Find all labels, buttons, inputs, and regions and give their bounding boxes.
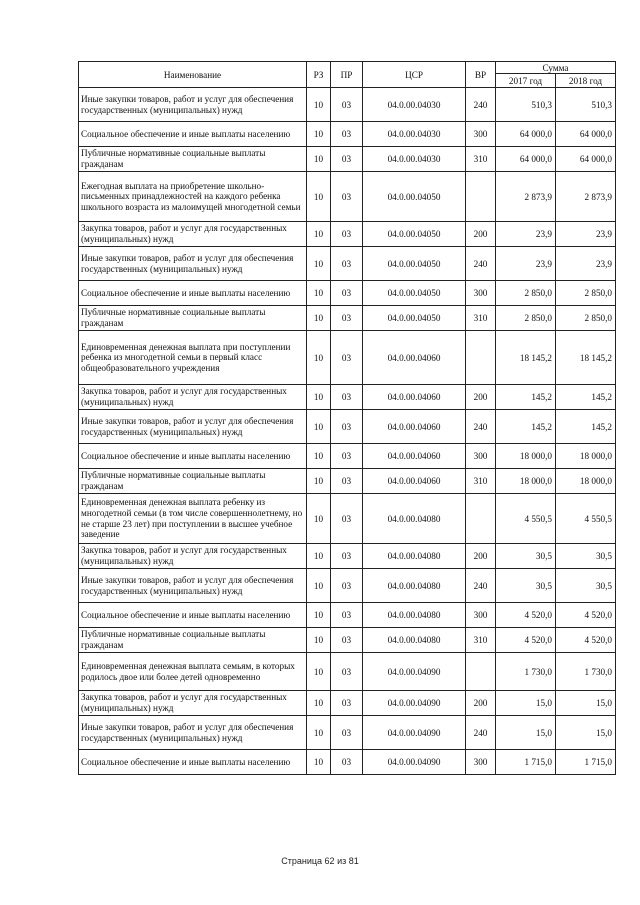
- cell-csr: 04.0.00.04050: [363, 172, 466, 222]
- cell-csr: 04.0.00.04060: [363, 410, 466, 444]
- cell-rz: 10: [307, 494, 331, 544]
- cell-csr: 04.0.00.04060: [363, 469, 466, 494]
- cell-sum-2018: 4 520,0: [556, 628, 616, 653]
- cell-vr: 300: [466, 122, 496, 147]
- cell-csr: 04.0.00.04090: [363, 716, 466, 750]
- cell-sum-2018: 145,2: [556, 385, 616, 410]
- cell-sum-2018: 23,9: [556, 222, 616, 247]
- cell-sum-2017: 30,5: [496, 569, 556, 603]
- cell-name: Ежегодная выплата на приобретение школьно-письменных принадлежностей на каждого ребенка школьного возраста из малоимущей многодетной семьи: [79, 172, 307, 222]
- cell-vr: 310: [466, 469, 496, 494]
- cell-csr: 04.0.00.04050: [363, 306, 466, 331]
- cell-name: Закупка товаров, работ и услуг для государственных (муниципальных) нужд: [79, 222, 307, 247]
- cell-pr: 03: [331, 122, 363, 147]
- cell-sum-2018: 2 850,0: [556, 306, 616, 331]
- table-row: [79, 331, 616, 385]
- cell-csr: 04.0.00.04030: [363, 147, 466, 172]
- cell-name: Социальное обеспечение и иные выплаты населению: [79, 444, 307, 469]
- cell-vr: 200: [466, 691, 496, 716]
- cell-vr: 200: [466, 385, 496, 410]
- cell-vr: 240: [466, 569, 496, 603]
- cell-sum-2017: 1 715,0: [496, 750, 556, 775]
- cell-rz: 10: [307, 281, 331, 306]
- cell-sum-2017: 64 000,0: [496, 122, 556, 147]
- cell-sum-2018: 18 000,0: [556, 469, 616, 494]
- cell-csr: 04.0.00.04050: [363, 222, 466, 247]
- cell-sum-2017: 1 730,0: [496, 653, 556, 691]
- cell-csr: 04.0.00.04080: [363, 494, 466, 544]
- cell-vr: 310: [466, 147, 496, 172]
- cell-csr: 04.0.00.04030: [363, 88, 466, 122]
- cell-name: Единовременная денежная выплата семьям, в которых родилось двое или более детей одновременно: [79, 653, 307, 691]
- cell-rz: 10: [307, 469, 331, 494]
- cell-rz: 10: [307, 331, 331, 385]
- cell-pr: 03: [331, 716, 363, 750]
- cell-sum-2017: 18 145,2: [496, 331, 556, 385]
- cell-sum-2017: 2 850,0: [496, 281, 556, 306]
- cell-pr: 03: [331, 603, 363, 628]
- cell-name: Социальное обеспечение и иные выплаты населению: [79, 281, 307, 306]
- table-row: [79, 247, 616, 281]
- cell-vr: 310: [466, 628, 496, 653]
- cell-vr: 240: [466, 247, 496, 281]
- table-row: [79, 494, 616, 544]
- cell-pr: 03: [331, 222, 363, 247]
- header-name: Наименование: [79, 62, 307, 88]
- cell-pr: 03: [331, 88, 363, 122]
- cell-pr: 03: [331, 469, 363, 494]
- cell-sum-2018: 4 520,0: [556, 603, 616, 628]
- cell-rz: 10: [307, 147, 331, 172]
- cell-rz: 10: [307, 122, 331, 147]
- table-row: [79, 172, 616, 222]
- cell-vr: 240: [466, 410, 496, 444]
- cell-sum-2018: 2 850,0: [556, 281, 616, 306]
- cell-rz: 10: [307, 544, 331, 569]
- cell-vr: [466, 494, 496, 544]
- table-row: [79, 385, 616, 410]
- table-row: [79, 569, 616, 603]
- header-year-2018: 2018 год: [556, 74, 616, 88]
- cell-sum-2018: 1 730,0: [556, 653, 616, 691]
- cell-rz: 10: [307, 172, 331, 222]
- cell-sum-2018: 64 000,0: [556, 122, 616, 147]
- cell-rz: 10: [307, 306, 331, 331]
- table-row: [79, 603, 616, 628]
- cell-sum-2018: 30,5: [556, 544, 616, 569]
- cell-rz: 10: [307, 691, 331, 716]
- cell-csr: 04.0.00.04050: [363, 247, 466, 281]
- header-year-2017: 2017 год: [496, 74, 556, 88]
- cell-pr: 03: [331, 653, 363, 691]
- cell-csr: 04.0.00.04090: [363, 691, 466, 716]
- page-number: Страница 62 из 81: [281, 856, 359, 866]
- cell-sum-2017: 145,2: [496, 385, 556, 410]
- cell-sum-2018: 510,3: [556, 88, 616, 122]
- cell-pr: 03: [331, 385, 363, 410]
- table-row: [79, 147, 616, 172]
- table-row: [79, 469, 616, 494]
- cell-sum-2017: 23,9: [496, 222, 556, 247]
- cell-vr: [466, 331, 496, 385]
- cell-pr: 03: [331, 172, 363, 222]
- cell-pr: 03: [331, 147, 363, 172]
- cell-name: Публичные нормативные социальные выплаты гражданам: [79, 306, 307, 331]
- cell-sum-2017: 145,2: [496, 410, 556, 444]
- cell-rz: 10: [307, 88, 331, 122]
- table-row: [79, 653, 616, 691]
- cell-rz: 10: [307, 569, 331, 603]
- cell-sum-2018: 145,2: [556, 410, 616, 444]
- cell-name: Публичные нормативные социальные выплаты гражданам: [79, 147, 307, 172]
- cell-sum-2017: 64 000,0: [496, 147, 556, 172]
- cell-pr: 03: [331, 691, 363, 716]
- cell-pr: 03: [331, 628, 363, 653]
- cell-name: Социальное обеспечение и иные выплаты населению: [79, 750, 307, 775]
- cell-sum-2017: 4 520,0: [496, 628, 556, 653]
- cell-sum-2018: 18 000,0: [556, 444, 616, 469]
- header-sum: Сумма: [496, 62, 616, 74]
- cell-rz: 10: [307, 603, 331, 628]
- cell-sum-2017: 2 850,0: [496, 306, 556, 331]
- cell-pr: 03: [331, 281, 363, 306]
- cell-pr: 03: [331, 247, 363, 281]
- cell-sum-2018: 30,5: [556, 569, 616, 603]
- cell-sum-2017: 4 550,5: [496, 494, 556, 544]
- header-rz: РЗ: [307, 62, 331, 88]
- cell-rz: 10: [307, 628, 331, 653]
- cell-vr: [466, 172, 496, 222]
- cell-name: Социальное обеспечение и иные выплаты населению: [79, 603, 307, 628]
- cell-vr: 200: [466, 544, 496, 569]
- header-pr: ПР: [331, 62, 363, 88]
- cell-name: Иные закупки товаров, работ и услуг для обеспечения государственных (муниципальных) нужд: [79, 88, 307, 122]
- table-row: [79, 544, 616, 569]
- table-row: [79, 410, 616, 444]
- cell-csr: 04.0.00.04060: [363, 385, 466, 410]
- table-body: [79, 88, 616, 775]
- table-row: [79, 222, 616, 247]
- cell-sum-2018: 4 550,5: [556, 494, 616, 544]
- cell-sum-2017: 23,9: [496, 247, 556, 281]
- cell-vr: 300: [466, 603, 496, 628]
- cell-vr: 240: [466, 716, 496, 750]
- cell-csr: 04.0.00.04080: [363, 628, 466, 653]
- table-row: [79, 306, 616, 331]
- cell-name: Иные закупки товаров, работ и услуг для обеспечения государственных (муниципальных) нужд: [79, 247, 307, 281]
- cell-pr: 03: [331, 569, 363, 603]
- cell-pr: 03: [331, 410, 363, 444]
- cell-name: Иные закупки товаров, работ и услуг для обеспечения государственных (муниципальных) нужд: [79, 410, 307, 444]
- table-row: [79, 628, 616, 653]
- cell-sum-2017: 15,0: [496, 716, 556, 750]
- table-row: [79, 88, 616, 122]
- cell-csr: 04.0.00.04060: [363, 444, 466, 469]
- cell-rz: 10: [307, 653, 331, 691]
- cell-csr: 04.0.00.04050: [363, 281, 466, 306]
- cell-csr: 04.0.00.04030: [363, 122, 466, 147]
- cell-sum-2018: 15,0: [556, 716, 616, 750]
- cell-pr: 03: [331, 544, 363, 569]
- cell-sum-2018: 1 715,0: [556, 750, 616, 775]
- header-csr: ЦСР: [363, 62, 466, 88]
- table-row: [79, 122, 616, 147]
- cell-sum-2017: 18 000,0: [496, 444, 556, 469]
- cell-rz: 10: [307, 385, 331, 410]
- budget-table: [78, 61, 616, 775]
- cell-pr: 03: [331, 444, 363, 469]
- cell-rz: 10: [307, 410, 331, 444]
- cell-name: Закупка товаров, работ и услуг для государственных (муниципальных) нужд: [79, 691, 307, 716]
- cell-csr: 04.0.00.04080: [363, 544, 466, 569]
- cell-name: Иные закупки товаров, работ и услуг для обеспечения государственных (муниципальных) нужд: [79, 569, 307, 603]
- cell-pr: 03: [331, 331, 363, 385]
- cell-vr: 300: [466, 444, 496, 469]
- cell-sum-2017: 2 873,9: [496, 172, 556, 222]
- cell-sum-2017: 30,5: [496, 544, 556, 569]
- cell-vr: 310: [466, 306, 496, 331]
- cell-sum-2018: 2 873,9: [556, 172, 616, 222]
- cell-pr: 03: [331, 494, 363, 544]
- table-row: [79, 716, 616, 750]
- header-vr: ВР: [466, 62, 496, 88]
- cell-name: Единовременная денежная выплата при поступлении ребенка из многодетной семьи в первый класс общеобразовательного учреждения: [79, 331, 307, 385]
- cell-vr: 300: [466, 281, 496, 306]
- cell-csr: 04.0.00.04090: [363, 750, 466, 775]
- cell-vr: 200: [466, 222, 496, 247]
- cell-csr: 04.0.00.04080: [363, 603, 466, 628]
- cell-vr: 300: [466, 750, 496, 775]
- cell-rz: 10: [307, 247, 331, 281]
- cell-name: Закупка товаров, работ и услуг для государственных (муниципальных) нужд: [79, 385, 307, 410]
- cell-rz: 10: [307, 716, 331, 750]
- cell-sum-2018: 64 000,0: [556, 147, 616, 172]
- cell-name: Публичные нормативные социальные выплаты гражданам: [79, 628, 307, 653]
- table-row: [79, 691, 616, 716]
- cell-csr: 04.0.00.04080: [363, 569, 466, 603]
- cell-sum-2018: 18 145,2: [556, 331, 616, 385]
- cell-name: Закупка товаров, работ и услуг для государственных (муниципальных) нужд: [79, 544, 307, 569]
- table-row: [79, 750, 616, 775]
- table-row: [79, 281, 616, 306]
- cell-csr: 04.0.00.04060: [363, 331, 466, 385]
- cell-sum-2017: 510,3: [496, 88, 556, 122]
- cell-name: Иные закупки товаров, работ и услуг для обеспечения государственных (муниципальных) нужд: [79, 716, 307, 750]
- cell-rz: 10: [307, 750, 331, 775]
- cell-vr: [466, 653, 496, 691]
- cell-rz: 10: [307, 444, 331, 469]
- cell-pr: 03: [331, 306, 363, 331]
- cell-name: Единовременная денежная выплата ребенку из многодетной семьи (в том числе совершеннолетнему, но не старше 23 лет) при поступлении в высшее учебное заведение: [79, 494, 307, 544]
- table-row: [79, 444, 616, 469]
- cell-name: Публичные нормативные социальные выплаты гражданам: [79, 469, 307, 494]
- cell-sum-2017: 18 000,0: [496, 469, 556, 494]
- cell-pr: 03: [331, 750, 363, 775]
- cell-sum-2018: 23,9: [556, 247, 616, 281]
- cell-sum-2017: 15,0: [496, 691, 556, 716]
- cell-csr: 04.0.00.04090: [363, 653, 466, 691]
- cell-name: Социальное обеспечение и иные выплаты населению: [79, 122, 307, 147]
- cell-vr: 240: [466, 88, 496, 122]
- cell-sum-2018: 15,0: [556, 691, 616, 716]
- cell-sum-2017: 4 520,0: [496, 603, 556, 628]
- cell-rz: 10: [307, 222, 331, 247]
